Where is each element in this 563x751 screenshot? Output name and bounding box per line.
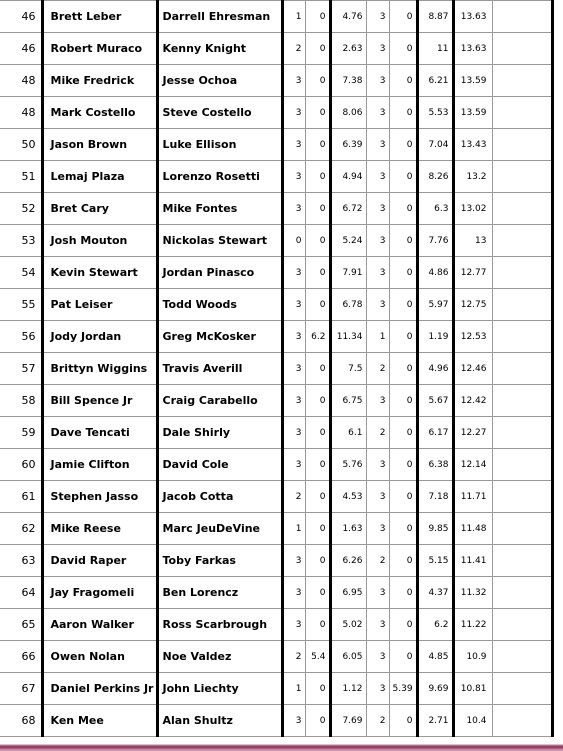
player2-cell: Kenny Knight: [157, 33, 282, 65]
score-col6-cell: 9.85: [417, 513, 453, 545]
table-row: [0, 1, 552, 33]
player1-cell: Jay Fragomeli: [42, 577, 157, 609]
table-row: [0, 257, 552, 289]
score-col1-cell: 3: [282, 353, 305, 385]
total-cell: 13.59: [453, 65, 492, 97]
empty-cell: [492, 193, 552, 225]
score-col2-cell: 0: [305, 65, 330, 97]
player2-cell: John Liechty: [157, 673, 282, 705]
score-col6-cell: 6.38: [417, 449, 453, 481]
score-col4-cell: 3: [366, 257, 389, 289]
score-col3-cell: 7.69: [330, 705, 366, 737]
score-col2-cell: 0: [305, 129, 330, 161]
score-col3-cell: 4.94: [330, 161, 366, 193]
score-col2-cell: 0: [305, 97, 330, 129]
total-cell: 12.42: [453, 385, 492, 417]
player2-cell: Ross Scarbrough: [157, 609, 282, 641]
rank-cell: 60: [0, 449, 42, 481]
total-cell: 12.27: [453, 417, 492, 449]
score-col1-cell: 0: [282, 225, 305, 257]
player1-cell: Dave Tencati: [42, 417, 157, 449]
score-col4-cell: 1: [366, 321, 389, 353]
score-col6-cell: 6.21: [417, 65, 453, 97]
score-col4-cell: 3: [366, 129, 389, 161]
score-col5-cell: 0: [389, 481, 417, 513]
rank-cell: 61: [0, 481, 42, 513]
rank-cell: 52: [0, 193, 42, 225]
rank-cell: 67: [0, 673, 42, 705]
player2-cell: Jacob Cotta: [157, 481, 282, 513]
score-col6-cell: 6.3: [417, 193, 453, 225]
empty-cell: [492, 545, 552, 577]
total-cell: 12.77: [453, 257, 492, 289]
score-col4-cell: 3: [366, 1, 389, 33]
score-col1-cell: 3: [282, 449, 305, 481]
total-cell: 13.02: [453, 193, 492, 225]
score-col5-cell: 0: [389, 449, 417, 481]
player2-cell: Toby Farkas: [157, 545, 282, 577]
score-col6-cell: 7.76: [417, 225, 453, 257]
empty-cell: [492, 129, 552, 161]
total-cell: 11.22: [453, 609, 492, 641]
score-col4-cell: 2: [366, 705, 389, 737]
player2-cell: Ben Lorencz: [157, 577, 282, 609]
table-row: [0, 353, 552, 385]
score-col3-cell: 6.1: [330, 417, 366, 449]
score-col6-cell: 4.96: [417, 353, 453, 385]
score-col5-cell: 0: [389, 65, 417, 97]
score-col3-cell: 8.06: [330, 97, 366, 129]
table-row: [0, 321, 552, 353]
table-row: [0, 705, 552, 737]
score-col4-cell: 3: [366, 449, 389, 481]
empty-cell: [492, 97, 552, 129]
table-row: [0, 481, 552, 513]
score-col1-cell: 2: [282, 481, 305, 513]
score-col6-cell: 4.37: [417, 577, 453, 609]
table-row: [0, 385, 552, 417]
score-col3-cell: 4.76: [330, 1, 366, 33]
player1-cell: Robert Muraco: [42, 33, 157, 65]
score-col5-cell: 0: [389, 545, 417, 577]
score-col6-cell: 8.26: [417, 161, 453, 193]
score-col6-cell: 6.17: [417, 417, 453, 449]
score-col4-cell: 3: [366, 577, 389, 609]
score-col1-cell: 3: [282, 289, 305, 321]
score-col6-cell: 5.67: [417, 385, 453, 417]
score-col6-cell: 7.04: [417, 129, 453, 161]
score-col1-cell: 3: [282, 705, 305, 737]
total-cell: 10.4: [453, 705, 492, 737]
score-col2-cell: 6.2: [305, 321, 330, 353]
score-col1-cell: 3: [282, 161, 305, 193]
score-col5-cell: 0: [389, 129, 417, 161]
score-col2-cell: 0: [305, 33, 330, 65]
rank-cell: 56: [0, 321, 42, 353]
empty-cell: [492, 385, 552, 417]
score-col3-cell: 5.76: [330, 449, 366, 481]
total-cell: 13: [453, 225, 492, 257]
player1-cell: Stephen Jasso: [42, 481, 157, 513]
score-col4-cell: 3: [366, 513, 389, 545]
score-col1-cell: 1: [282, 673, 305, 705]
score-col6-cell: 5.53: [417, 97, 453, 129]
score-col3-cell: 6.95: [330, 577, 366, 609]
score-col2-cell: 0: [305, 385, 330, 417]
score-col6-cell: 4.85: [417, 641, 453, 673]
score-col4-cell: 3: [366, 609, 389, 641]
player2-cell: Mike Fontes: [157, 193, 282, 225]
player2-cell: Dale Shirly: [157, 417, 282, 449]
empty-cell: [492, 513, 552, 545]
empty-cell: [492, 705, 552, 737]
score-col4-cell: 3: [366, 481, 389, 513]
score-col2-cell: 0: [305, 1, 330, 33]
player2-cell: Todd Woods: [157, 289, 282, 321]
score-col4-cell: 2: [366, 417, 389, 449]
score-col6-cell: 9.69: [417, 673, 453, 705]
table-row: [0, 673, 552, 705]
score-col3-cell: 6.72: [330, 193, 366, 225]
score-col1-cell: 3: [282, 129, 305, 161]
player1-cell: Mark Costello: [42, 97, 157, 129]
player1-cell: Jason Brown: [42, 129, 157, 161]
score-col2-cell: 0: [305, 289, 330, 321]
player2-cell: Craig Carabello: [157, 385, 282, 417]
rank-cell: 55: [0, 289, 42, 321]
score-col1-cell: 3: [282, 97, 305, 129]
player1-cell: Pat Leiser: [42, 289, 157, 321]
empty-cell: [492, 641, 552, 673]
rank-cell: 48: [0, 97, 42, 129]
score-col6-cell: 7.18: [417, 481, 453, 513]
rank-cell: 58: [0, 385, 42, 417]
empty-cell: [492, 161, 552, 193]
player2-cell: Lorenzo Rosetti: [157, 161, 282, 193]
rank-cell: 51: [0, 161, 42, 193]
score-col3-cell: 11.34: [330, 321, 366, 353]
score-col5-cell: 0: [389, 513, 417, 545]
score-col1-cell: 2: [282, 33, 305, 65]
score-col3-cell: 5.24: [330, 225, 366, 257]
player1-cell: Mike Fredrick: [42, 65, 157, 97]
score-col3-cell: 1.12: [330, 673, 366, 705]
score-col2-cell: 0: [305, 417, 330, 449]
score-col2-cell: 5.4: [305, 641, 330, 673]
empty-cell: [492, 609, 552, 641]
player1-cell: Kevin Stewart: [42, 257, 157, 289]
rank-cell: 54: [0, 257, 42, 289]
score-col2-cell: 0: [305, 257, 330, 289]
player2-cell: David Cole: [157, 449, 282, 481]
player2-cell: Jesse Ochoa: [157, 65, 282, 97]
player2-cell: Marc JeuDeVine: [157, 513, 282, 545]
score-col4-cell: 3: [366, 225, 389, 257]
score-col1-cell: 1: [282, 1, 305, 33]
score-col5-cell: 0: [389, 193, 417, 225]
table-row: [0, 225, 552, 257]
score-col5-cell: 0: [389, 353, 417, 385]
rank-cell: 46: [0, 1, 42, 33]
score-col5-cell: 0: [389, 417, 417, 449]
total-cell: 11.71: [453, 481, 492, 513]
score-col5-cell: 0: [389, 385, 417, 417]
score-col1-cell: 3: [282, 577, 305, 609]
score-col4-cell: 2: [366, 353, 389, 385]
table-row: [0, 289, 552, 321]
table-row: [0, 193, 552, 225]
score-col5-cell: 0: [389, 1, 417, 33]
score-col5-cell: 0: [389, 321, 417, 353]
total-cell: 12.46: [453, 353, 492, 385]
player1-cell: Brittyn Wiggins: [42, 353, 157, 385]
player1-cell: Bret Cary: [42, 193, 157, 225]
player1-cell: Owen Nolan: [42, 641, 157, 673]
score-col3-cell: 2.63: [330, 33, 366, 65]
empty-cell: [492, 577, 552, 609]
rank-cell: 50: [0, 129, 42, 161]
rank-cell: 68: [0, 705, 42, 737]
score-col4-cell: 3: [366, 33, 389, 65]
score-col1-cell: 3: [282, 417, 305, 449]
score-col1-cell: 3: [282, 193, 305, 225]
rank-cell: 53: [0, 225, 42, 257]
score-col2-cell: 0: [305, 481, 330, 513]
table-row: [0, 577, 552, 609]
table-row: [0, 641, 552, 673]
score-col4-cell: 3: [366, 289, 389, 321]
player1-cell: Mike Reese: [42, 513, 157, 545]
score-col3-cell: 6.78: [330, 289, 366, 321]
score-col3-cell: 7.91: [330, 257, 366, 289]
score-col6-cell: 4.86: [417, 257, 453, 289]
total-cell: 10.81: [453, 673, 492, 705]
score-col4-cell: 3: [366, 641, 389, 673]
score-col3-cell: 7.5: [330, 353, 366, 385]
page-bottom-accent-bar: [0, 743, 563, 751]
score-col5-cell: 0: [389, 161, 417, 193]
total-cell: 11.41: [453, 545, 492, 577]
empty-cell: [492, 417, 552, 449]
table-row: [0, 33, 552, 65]
rank-cell: 46: [0, 33, 42, 65]
player2-cell: Greg McKosker: [157, 321, 282, 353]
total-cell: 13.63: [453, 33, 492, 65]
rank-cell: 65: [0, 609, 42, 641]
score-col4-cell: 3: [366, 161, 389, 193]
total-cell: 13.43: [453, 129, 492, 161]
total-cell: 11.48: [453, 513, 492, 545]
score-col2-cell: 0: [305, 513, 330, 545]
score-col3-cell: 6.75: [330, 385, 366, 417]
score-col4-cell: 3: [366, 65, 389, 97]
table-row: [0, 97, 552, 129]
player1-cell: Lemaj Plaza: [42, 161, 157, 193]
table-row: [0, 513, 552, 545]
total-cell: 13.59: [453, 97, 492, 129]
total-cell: 11.32: [453, 577, 492, 609]
score-col4-cell: 3: [366, 673, 389, 705]
empty-cell: [492, 1, 552, 33]
score-col5-cell: 0: [389, 609, 417, 641]
score-col2-cell: 0: [305, 577, 330, 609]
player2-cell: Nickolas Stewart: [157, 225, 282, 257]
score-col6-cell: 6.2: [417, 609, 453, 641]
table-row: [0, 65, 552, 97]
player2-cell: Travis Averill: [157, 353, 282, 385]
score-col3-cell: 6.26: [330, 545, 366, 577]
player1-cell: Daniel Perkins Jr: [42, 673, 157, 705]
score-col5-cell: 0: [389, 33, 417, 65]
empty-cell: [492, 321, 552, 353]
score-col6-cell: 1.19: [417, 321, 453, 353]
player1-cell: Josh Mouton: [42, 225, 157, 257]
score-col3-cell: 5.02: [330, 609, 366, 641]
player2-cell: Steve Costello: [157, 97, 282, 129]
score-col1-cell: 3: [282, 385, 305, 417]
score-col2-cell: 0: [305, 161, 330, 193]
score-col1-cell: 3: [282, 257, 305, 289]
score-col3-cell: 4.53: [330, 481, 366, 513]
score-col2-cell: 0: [305, 673, 330, 705]
score-col1-cell: 3: [282, 609, 305, 641]
score-col4-cell: 3: [366, 193, 389, 225]
total-cell: 13.2: [453, 161, 492, 193]
player1-cell: Jody Jordan: [42, 321, 157, 353]
score-col2-cell: 0: [305, 545, 330, 577]
score-col5-cell: 0: [389, 577, 417, 609]
score-col5-cell: 0: [389, 705, 417, 737]
table-row: [0, 161, 552, 193]
rank-cell: 63: [0, 545, 42, 577]
score-col3-cell: 7.38: [330, 65, 366, 97]
player2-cell: Noe Valdez: [157, 641, 282, 673]
score-col3-cell: 1.63: [330, 513, 366, 545]
score-col5-cell: 0: [389, 289, 417, 321]
empty-cell: [492, 257, 552, 289]
rank-cell: 62: [0, 513, 42, 545]
score-col2-cell: 0: [305, 193, 330, 225]
player1-cell: Ken Mee: [42, 705, 157, 737]
score-col1-cell: 1: [282, 513, 305, 545]
score-col3-cell: 6.05: [330, 641, 366, 673]
score-col1-cell: 3: [282, 321, 305, 353]
empty-cell: [492, 225, 552, 257]
score-col4-cell: 2: [366, 545, 389, 577]
total-cell: 10.9: [453, 641, 492, 673]
score-col6-cell: 5.97: [417, 289, 453, 321]
rank-cell: 48: [0, 65, 42, 97]
player2-cell: Darrell Ehresman: [157, 1, 282, 33]
empty-cell: [492, 673, 552, 705]
score-col5-cell: 0: [389, 97, 417, 129]
score-col2-cell: 0: [305, 705, 330, 737]
score-col6-cell: 8.87: [417, 1, 453, 33]
empty-cell: [492, 449, 552, 481]
score-col5-cell: 0: [389, 225, 417, 257]
total-cell: 12.53: [453, 321, 492, 353]
total-cell: 12.14: [453, 449, 492, 481]
player1-cell: Jamie Clifton: [42, 449, 157, 481]
rank-cell: 66: [0, 641, 42, 673]
score-col5-cell: 0: [389, 641, 417, 673]
score-col2-cell: 0: [305, 225, 330, 257]
score-col4-cell: 3: [366, 385, 389, 417]
score-col3-cell: 6.39: [330, 129, 366, 161]
rank-cell: 64: [0, 577, 42, 609]
score-col1-cell: 3: [282, 65, 305, 97]
score-col1-cell: 2: [282, 641, 305, 673]
score-col6-cell: 11: [417, 33, 453, 65]
standings-table-body: [0, 1, 552, 737]
score-col6-cell: 5.15: [417, 545, 453, 577]
empty-cell: [492, 33, 552, 65]
total-cell: 12.75: [453, 289, 492, 321]
table-row: [0, 449, 552, 481]
score-col6-cell: 2.71: [417, 705, 453, 737]
score-col1-cell: 3: [282, 545, 305, 577]
total-cell: 13.63: [453, 1, 492, 33]
score-col4-cell: 3: [366, 97, 389, 129]
score-col2-cell: 0: [305, 353, 330, 385]
empty-cell: [492, 481, 552, 513]
rank-cell: 57: [0, 353, 42, 385]
table-row: [0, 609, 552, 641]
player1-cell: Brett Leber: [42, 1, 157, 33]
table-row: [0, 129, 552, 161]
player2-cell: Jordan Pinasco: [157, 257, 282, 289]
empty-cell: [492, 289, 552, 321]
player1-cell: David Raper: [42, 545, 157, 577]
score-col5-cell: 0: [389, 257, 417, 289]
player2-cell: Alan Shultz: [157, 705, 282, 737]
score-col2-cell: 0: [305, 609, 330, 641]
table-row: [0, 417, 552, 449]
empty-cell: [492, 65, 552, 97]
player1-cell: Bill Spence Jr: [42, 385, 157, 417]
player2-cell: Luke Ellison: [157, 129, 282, 161]
rank-cell: 59: [0, 417, 42, 449]
player1-cell: Aaron Walker: [42, 609, 157, 641]
table-row: [0, 545, 552, 577]
empty-cell: [492, 353, 552, 385]
score-col2-cell: 0: [305, 449, 330, 481]
score-col5-cell: 5.39: [389, 673, 417, 705]
